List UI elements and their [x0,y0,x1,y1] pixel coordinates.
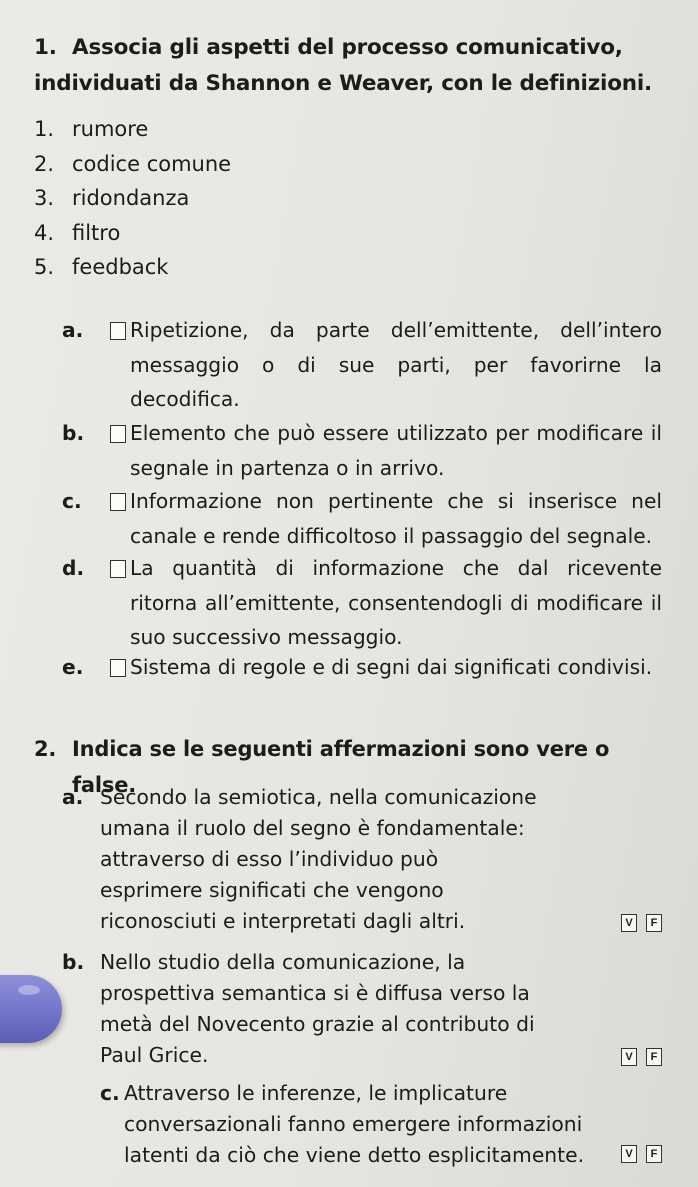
statement-letter: c. [100,1081,120,1105]
answer-checkbox[interactable] [110,659,126,677]
true-box[interactable]: V [621,1145,637,1163]
term-number: 2. [34,151,55,176]
definition-text: La quantità di informazione che dal ricevente ritorna all’emittente, consentendogli di modificare il suo successivo messaggio. [130,556,662,649]
definition-text: Informazione non pertinente che si inserisce nel canale e rende difficoltoso il passaggio del segnale. [130,489,662,548]
term-label: rumore [72,117,149,141]
term-number: 3. [34,186,55,210]
term-item [34,147,231,182]
term-item [34,112,231,147]
terms-list [34,112,231,285]
term-label: feedback [72,255,169,279]
definition-text: Ripetizione, da parte dell’emittente, dell’intero messaggio o di sue parti, per favorirne la decodifica. [130,318,662,411]
term-item [34,216,231,251]
true-false-boxes [621,914,662,932]
exercise-1-title [34,30,674,102]
answer-checkbox[interactable] [110,493,126,511]
definition-letter: b. [62,421,85,445]
answer-checkbox[interactable] [110,560,126,578]
term-item [34,181,231,216]
definition-item-d [62,551,662,655]
definition-letter: a. [62,318,84,342]
definition-letter: c. [62,489,82,513]
answer-checkbox[interactable] [110,322,126,340]
true-false-boxes [621,1145,662,1163]
exercise-1-instruction: Associa gli aspetti del processo comunicativo, individuati da Shannon e Weaver, con le definizioni. [34,35,653,96]
statement-letter: a. [62,785,84,809]
fingernail [0,975,62,1043]
statement-item-b [62,947,662,1071]
term-label: codice comune [72,151,232,176]
true-false-boxes [621,1048,662,1066]
term-label: filtro [72,220,121,245]
term-item [34,250,231,285]
exercise-1-number: 1. [34,35,57,60]
exercise-2-number: 2. [34,737,57,761]
true-box[interactable]: V [621,914,637,932]
definition-letter: e. [62,655,84,679]
definition-item-b [62,416,662,485]
term-label: ridondanza [72,186,190,210]
statement-text: Attraverso le inferenze, le implicature conversazionali fanno emergere informazioni latenti da ciò che viene detto esplicitamente. [124,1081,585,1167]
term-number: 5. [34,255,55,279]
statement-text: Nello studio della comunicazione, la prospettiva semantica si è diffusa verso la metà del Novecento grazie al contributo di Paul Grice. [100,950,535,1067]
definition-text: Elemento che può essere utilizzato per modificare il segnale in partenza o in arrivo. [130,421,662,480]
statement-letter: b. [62,950,85,974]
false-box[interactable]: F [646,1048,662,1066]
statement-item-a [62,782,662,937]
definition-letter: d. [62,556,85,580]
false-box[interactable]: F [646,914,662,932]
definition-item-c [62,484,662,553]
term-number: 1. [34,117,55,141]
answer-checkbox[interactable] [110,425,126,443]
definition-item-e [62,650,662,685]
exercise-2-instruction: Indica se le seguenti affermazioni sono vere o false. [72,737,610,797]
definition-text: Sistema di regole e di segni dai significati condivisi. [130,655,653,679]
definition-item-a [62,313,662,417]
false-box[interactable]: F [646,1145,662,1163]
term-number: 4. [34,220,55,245]
statement-text: Secondo la semiotica, nella comunicazione umana il ruolo del segno è fondamentale: attraverso di esso l’individuo può esprimere significati che vengono riconosciuti e interpretati dagli altri. [100,785,537,933]
statement-item-c [100,1078,662,1171]
true-box[interactable]: V [621,1048,637,1066]
